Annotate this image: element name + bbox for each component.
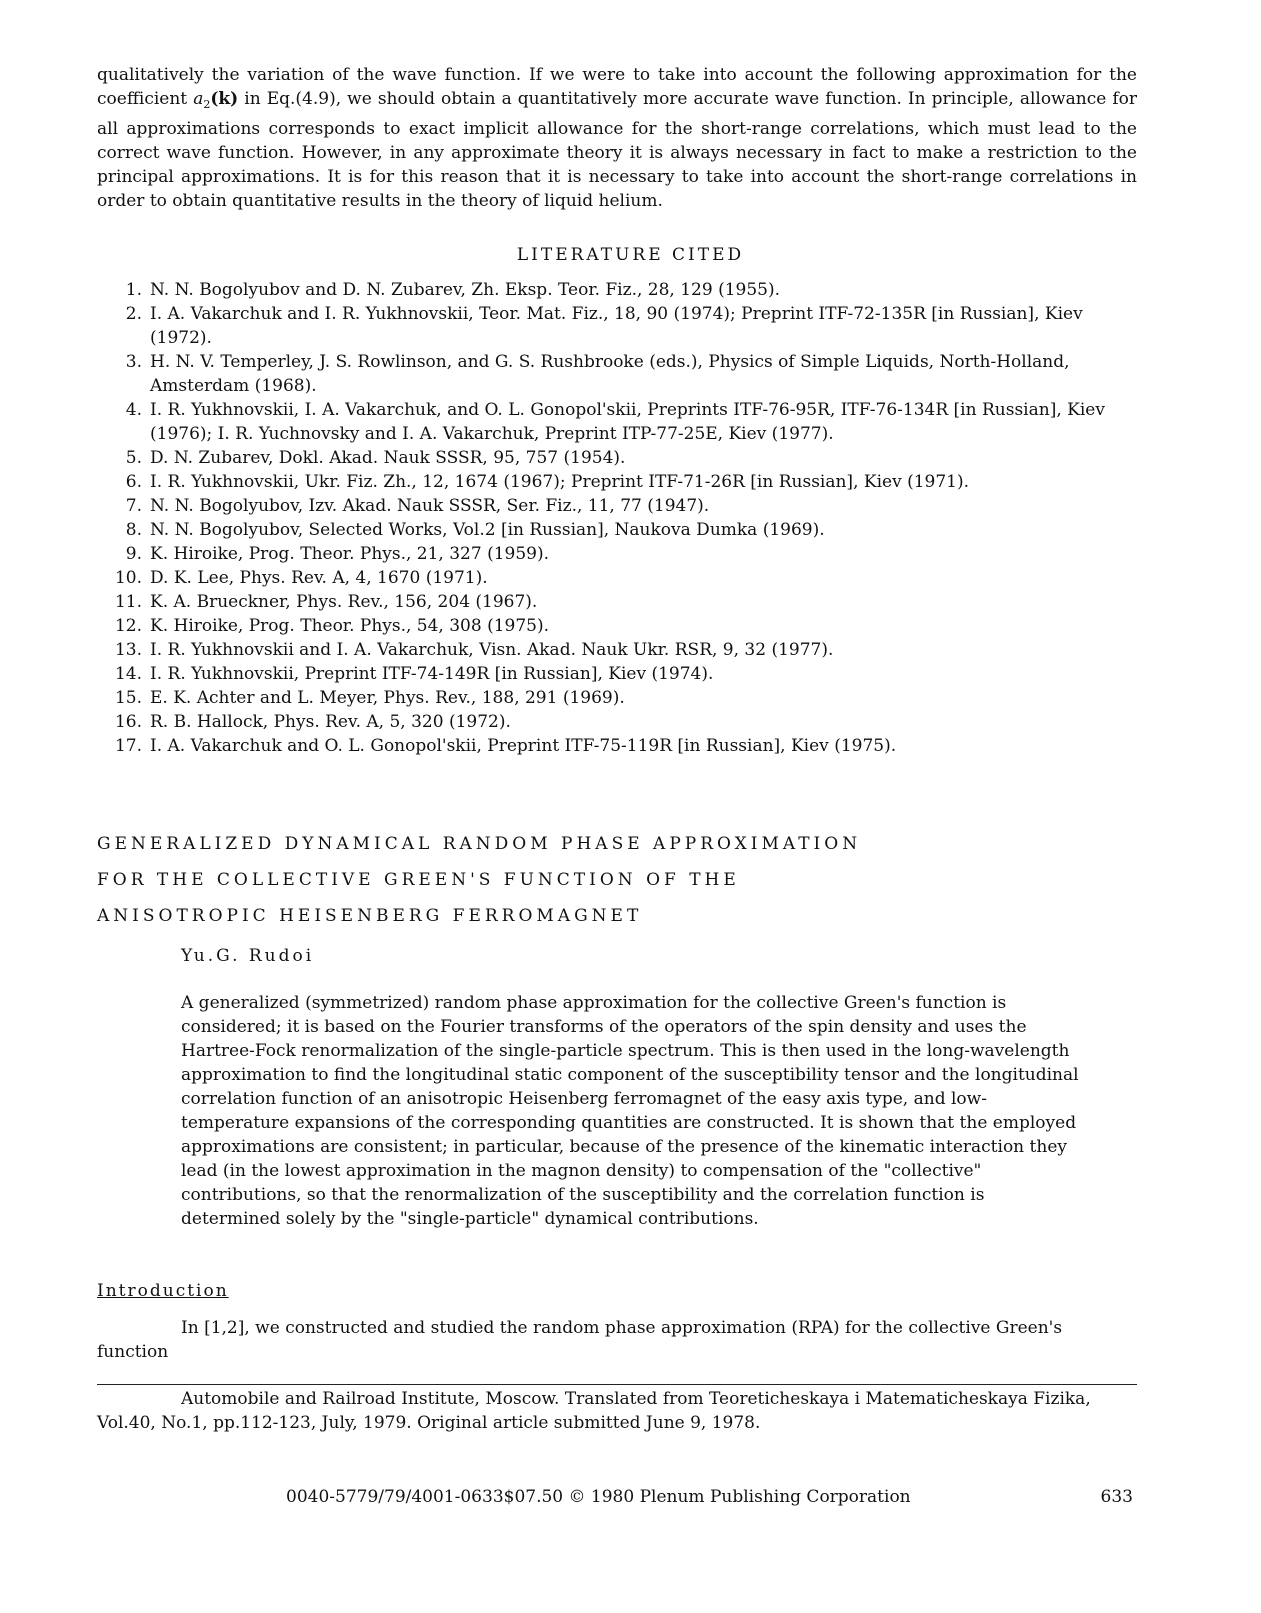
footnote-rule [97,1384,1137,1385]
reference-text: I. A. Vakarchuk and O. L. Gonopol'skii, Preprint ITF-75-119R [in Russian], Kiev (1975). [150,736,897,756]
reference-text: N. N. Bogolyubov, Izv. Akad. Nauk SSSR, Ser. Fiz., 11, 77 (1947). [150,496,710,516]
coefficient-argument: (k) [210,89,239,109]
reference-item [100,638,1140,662]
reference-text: I. A. Vakarchuk and I. R. Yukhnovskii, Teor. Mat. Fiz., 18, 90 (1974); Preprint ITF-72-135R [in Russian], Kiev (1972). [150,304,1083,348]
reference-text: D. N. Zubarev, Dokl. Akad. Nauk SSSR, 95, 757 (1954). [150,448,626,468]
reference-number: 4. [125,400,142,420]
copyright-code: 0040-5779/79/4001-0633$07.50 © 1980 Plenum Publishing Corporation [286,1487,911,1507]
reference-text: N. N. Bogolyubov and D. N. Zubarev, Zh. Eksp. Teor. Fiz., 28, 129 (1955). [150,280,781,300]
reference-text: R. B. Hallock, Phys. Rev. A, 5, 320 (1972). [150,712,511,732]
reference-text: I. R. Yukhnovskii, Ukr. Fiz. Zh., 12, 1674 (1967); Preprint ITF-71-26R [in Russian], Kiev (1971). [150,472,970,492]
article-title-line: FOR THE COLLECTIVE GREEN'S FUNCTION OF THE [97,870,740,890]
reference-item [100,590,1140,614]
introduction-text: In [1,2], we constructed and studied the random phase approximation (RPA) for the collective Green's function [97,1318,1063,1362]
reference-item [100,614,1140,638]
literature-heading: LITERATURE CITED [516,245,745,265]
article-author: Yu.G. Rudoi [181,946,315,966]
reference-number: 3. [125,352,142,372]
reference-text: K. Hiroike, Prog. Theor. Phys., 54, 308 (1975). [150,616,550,636]
reference-item [100,566,1140,590]
reference-item [100,278,1140,302]
reference-item [100,710,1140,734]
reference-text: I. R. Yukhnovskii, I. A. Vakarchuk, and O. L. Gonopol'skii, Preprints ITF-76-95R, ITF-76-134R [in Russian], Kiev (1976); I. R. Yuchnovsky and I. A. Vakarchuk, Preprint ITP-77-25E, Kiev (1977). [150,400,1105,444]
coefficient-subscript: 2 [203,98,211,111]
reference-number: 6. [125,472,142,492]
footnote: Automobile and Railroad Institute, Moscow. Translated from Teoreticheskaya i Matematicheskaya Fizika, Vol.40, No.1, pp.112-123, July, 1979. Original article submitted June 9, 1978. [97,1389,1091,1433]
reference-item [100,350,1140,398]
reference-text: K. Hiroike, Prog. Theor. Phys., 21, 327 (1959). [150,544,550,564]
reference-list [100,278,1140,758]
reference-item [100,302,1140,350]
reference-number: 11. [114,592,142,612]
article-title [97,826,861,934]
reference-text: N. N. Bogolyubov, Selected Works, Vol.2 [in Russian], Naukova Dumka (1969). [150,520,825,540]
page-number: 633 [1100,1487,1133,1507]
reference-item [100,542,1140,566]
introduction-heading: Introduction [97,1281,229,1301]
reference-text: K. A. Brueckner, Phys. Rev., 156, 204 (1967). [150,592,538,612]
reference-item [100,398,1140,446]
reference-text: H. N. V. Temperley, J. S. Rowlinson, and G. S. Rushbrooke (eds.), Physics of Simple Liquids, North-Holland, Amsterdam (1968). [150,352,1070,396]
reference-item [100,662,1140,686]
article-title-line: ANISOTROPIC HEISENBERG FERROMAGNET [97,906,643,926]
reference-item [100,734,1140,758]
reference-number: 15. [114,688,142,708]
reference-item [100,494,1140,518]
reference-number: 13. [114,640,142,660]
reference-number: 10. [114,568,142,588]
reference-item [100,518,1140,542]
coefficient-symbol: a [193,89,204,109]
reference-number: 14. [114,664,142,684]
reference-text: E. K. Achter and L. Meyer, Phys. Rev., 188, 291 (1969). [150,688,625,708]
reference-number: 2. [125,304,142,324]
reference-text: I. R. Yukhnovskii, Preprint ITF-74-149R [in Russian], Kiev (1974). [150,664,714,684]
reference-item [100,446,1140,470]
reference-number: 9. [125,544,142,564]
reference-item [100,686,1140,710]
reference-number: 7. [125,496,142,516]
reference-number: 5. [125,448,142,468]
abstract: A generalized (symmetrized) random phase approximation for the collective Green's function is considered; it is based on the Fourier transforms of the operators of the spin density and uses the Hartree-Fock renormalization of the single-particle spectrum. This is then used in the long-wavelength approximation to find the longitudinal static component of the susceptibility tensor and the longitudinal correlation function of an anisotropic Heisenberg ferromagnet of the easy axis type, and low-temperature expansions of the corresponding quantities are constructed. It is shown that the employed approximations are consistent; in particular, because of the presence of the kinematic interaction they lead (in the lowest approximation in the magnon density) to compensation of the "collective" contributions, so that the renormalization of the susceptibility and the correlation function is determined solely by the "single-particle" dynamical contributions. [181,993,1079,1229]
reference-number: 8. [125,520,142,540]
reference-text: I. R. Yukhnovskii and I. A. Vakarchuk, Visn. Akad. Nauk Ukr. RSR, 9, 32 (1977). [150,640,834,660]
reference-number: 12. [114,616,142,636]
reference-number: 1. [125,280,142,300]
reference-number: 17. [114,736,142,756]
reference-number: 16. [114,712,142,732]
top-paragraph: qualitatively the variation of the wave function. If we were to take into account the following approximation for the coefficient $a_2(k)$ in Eq.(4.9), we should obtain a quantitatively more accurate wave function. In principle, allowance for all approximations corresponds to exact implicit allowance for the short-range correlations, which must lead to the correct wave function. However, in any approximate theory it is always necessary in fact to make a restriction to the principal approximations. It is for this reason that it is necessary to take into account the short-range correlations in order to obtain quantitative results in the theory of liquid helium. [97,65,1137,211]
reference-text: D. K. Lee, Phys. Rev. A, 4, 1670 (1971). [150,568,488,588]
article-title-line: GENERALIZED DYNAMICAL RANDOM PHASE APPROXIMATION [97,834,862,854]
reference-item [100,470,1140,494]
